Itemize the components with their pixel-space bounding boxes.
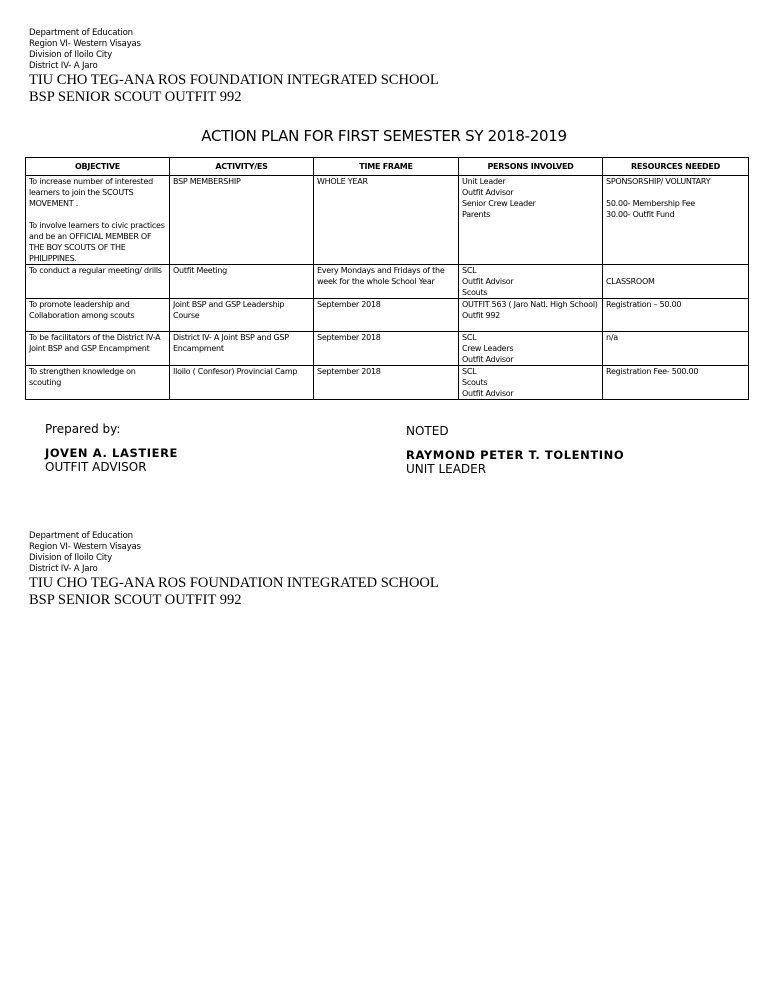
column-header-objective: OBJECTIVE: [26, 158, 170, 176]
table-cell: To promote leadership and Collaboration among scouts: [26, 299, 170, 332]
table-cell: WHOLE YEAR: [314, 176, 459, 265]
column-header-persons: PERSONS INVOLVED: [459, 158, 603, 176]
prepared-name: JOVEN A. LASTIERE: [45, 446, 179, 460]
table-cell: Unit Leader Outfit Advisor Senior Crew Leader Parents: [459, 176, 603, 265]
table-cell: September 2018: [314, 332, 459, 366]
noted-name: RAYMOND PETER T. TOLENTINO: [406, 448, 625, 462]
table-cell: Registration Fee- 500.00: [603, 366, 749, 400]
header-line: Department of Education: [29, 28, 133, 38]
noted-position: UNIT LEADER: [406, 462, 487, 476]
header-line: District IV- A Jaro: [29, 61, 98, 71]
table-cell: To conduct a regular meeting/ drills: [26, 265, 170, 299]
table-cell: Outfit Meeting: [170, 265, 314, 299]
noted-label: NOTED: [406, 424, 449, 438]
table-cell: September 2018: [314, 299, 459, 332]
header-line: District IV- A Jaro: [29, 564, 98, 574]
table-cell: To increase number of interested learners to join the SCOUTS MOVEMENT . To involve learners to civic practices and be an OFFICIAL MEMBER OF THE BOY SCOUTS OF THE PHILIPPINES.: [26, 176, 170, 265]
table-row: [26, 176, 749, 265]
header-line: Region VI- Western Visayas: [29, 542, 141, 552]
school-name: TIU CHO TEG-ANA ROS FOUNDATION INTEGRATED SCHOOL: [29, 72, 439, 88]
table-cell: To be facilitators of the District IV-A Joint BSP and GSP Encampment: [26, 332, 170, 366]
column-header-time-frame: TIME FRAME: [314, 158, 459, 176]
table-cell: Iloilo ( Confesor) Provincial Camp: [170, 366, 314, 400]
header-line: Division of Iloilo City: [29, 50, 112, 60]
table-header-row: [26, 158, 749, 176]
table-cell: BSP MEMBERSHIP: [170, 176, 314, 265]
table-cell: SPONSORSHIP/ VOLUNTARY 50.00- Membership Fee 30.00- Outfit Fund: [603, 176, 749, 265]
table-cell: CLASSROOM: [603, 265, 749, 299]
table-cell: SCL Crew Leaders Outfit Advisor: [459, 332, 603, 366]
table-cell: September 2018: [314, 366, 459, 400]
prepared-label: Prepared by:: [45, 422, 121, 436]
header-line: Division of Iloilo City: [29, 553, 112, 563]
table-cell: Registration – 50.00: [603, 299, 749, 332]
table-row: [26, 332, 749, 366]
action-plan-table: [25, 157, 749, 400]
table-cell: Every Mondays and Fridays of the week for the whole School Year: [314, 265, 459, 299]
table-cell: n/a: [603, 332, 749, 366]
outfit-name: BSP SENIOR SCOUT OUTFIT 992: [29, 89, 242, 105]
prepared-by-block: [45, 422, 178, 474]
header-line: Department of Education: [29, 531, 133, 541]
table-cell: SCL Outfit Advisor Scouts: [459, 265, 603, 299]
school-name: TIU CHO TEG-ANA ROS FOUNDATION INTEGRATED SCHOOL: [29, 575, 439, 591]
table-cell: Joint BSP and GSP Leadership Course: [170, 299, 314, 332]
column-header-activities: ACTIVITY/ES: [170, 158, 314, 176]
letterhead-top: [29, 28, 439, 106]
header-line: Region VI- Western Visayas: [29, 39, 141, 49]
prepared-position: OUTFIT ADVISOR: [45, 460, 147, 474]
table-cell: District IV- A Joint BSP and GSP Encampment: [170, 332, 314, 366]
table-cell: To strengthen knowledge on scouting: [26, 366, 170, 400]
table-row: [26, 299, 749, 332]
letterhead-bottom: [29, 531, 439, 609]
column-header-resources: RESOURCES NEEDED: [603, 158, 749, 176]
table-row: [26, 366, 749, 400]
outfit-name: BSP SENIOR SCOUT OUTFIT 992: [29, 592, 242, 608]
table-cell: SCL Scouts Outfit Advisor: [459, 366, 603, 400]
page-title: ACTION PLAN FOR FIRST SEMESTER SY 2018-2019: [201, 127, 567, 145]
table-row: [26, 265, 749, 299]
table-cell: OUTFIT 563 ( Jaro Natl. High School) Outfit 992: [459, 299, 603, 332]
noted-block: [406, 424, 624, 476]
